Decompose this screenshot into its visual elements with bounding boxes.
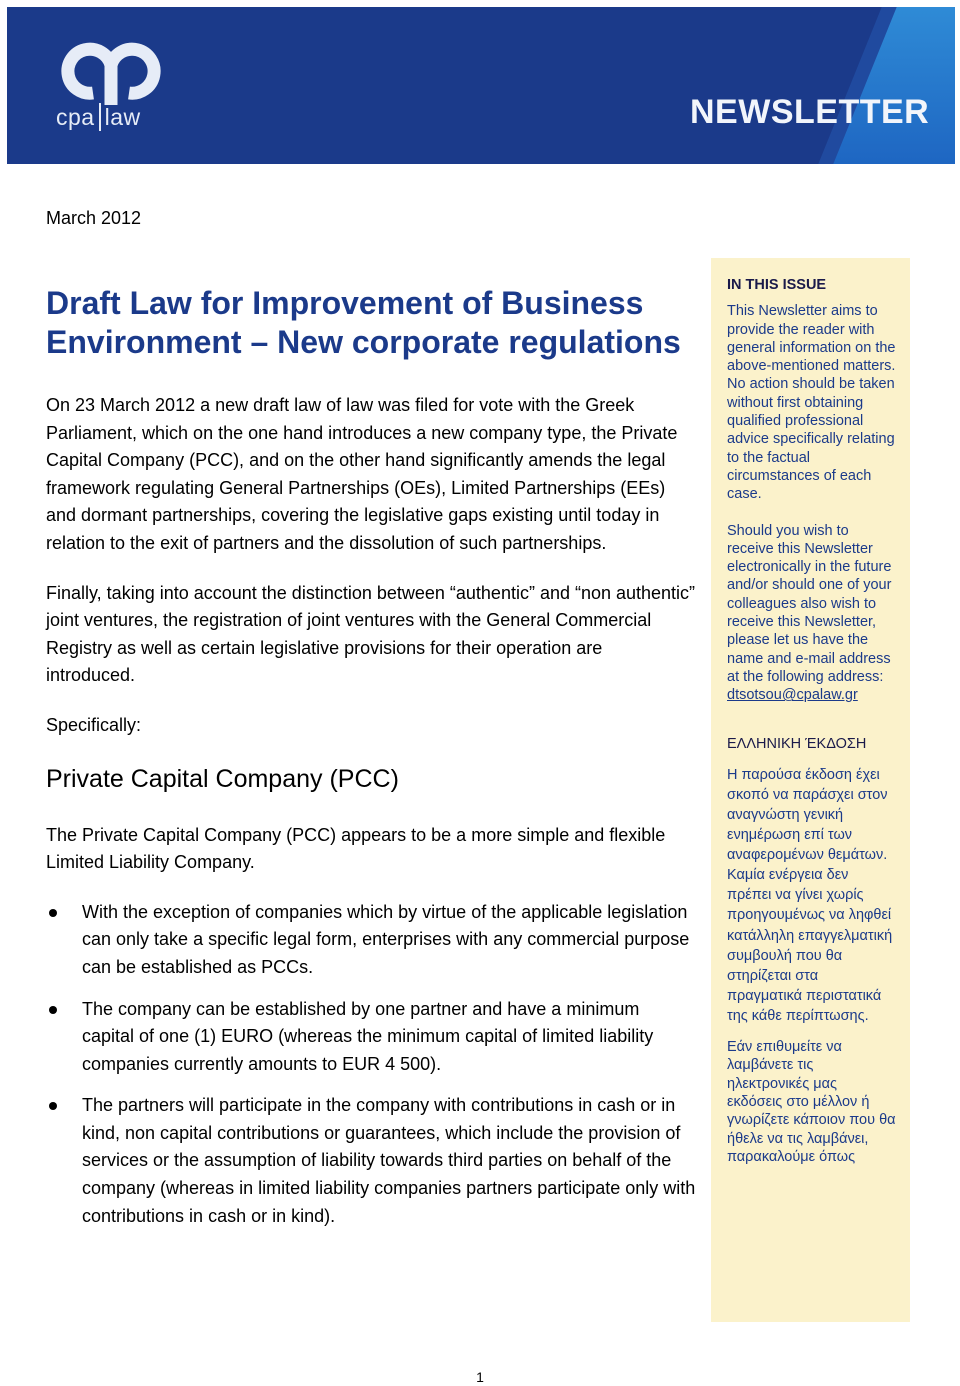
sidebar-intro: This Newsletter aims to provide the reader with general information on the above-mentioned matters. No action should be taken without first obtaining qualified professional advice specifically relating to the factual circumstances of each case. [727,303,896,503]
article-paragraph: Specifically: [46,714,142,735]
article-body [46,284,696,1244]
bullet-item [46,1092,696,1230]
email-link[interactable]: dtsotsou@cpalaw.gr [727,687,858,704]
bullet-item [46,996,696,1079]
sidebar-heading: IN THIS ISSUE [727,277,827,293]
page-number: 1 [476,1369,484,1385]
sidebar-subscribe-text: Should you wish to receive this Newsletter electronically in the future and/or should one of your colleagues also wish to receive this Newsletter, please let us have the name and e-mail address at the following address: [727,522,892,685]
bullet-icon [49,909,57,917]
section-intro: The Private Capital Company (PCC) appears to be a more simple and flexible Limited Liability Company. [46,824,666,873]
bullet-text: With the exception of companies which by virtue of the applicable legislation can only take a specific legal form, enterprises with any commercial purpose can be established as PCCs. [82,901,690,977]
section-heading: Private Capital Company (PCC) [46,764,399,793]
bullet-icon [49,1006,57,1014]
greek-subscribe: Εάν επιθυμείτε να λαμβάνετε τις ηλεκτρονικές μας εκδόσεις στο μέλλον ή γνωρίζετε κάποιον που θα ήθελε να τις λαμβάνει, παρακαλούμε όπως [727,1039,896,1165]
issue-date: March 2012 [46,208,142,228]
bullet-text: The partners will participate in the company with contributions in cash or in kind, non capital contributions or guarantees, which include the provision of services or the assumption of liability towards third parties on behalf of the company (whereas in limited liability companies partners participate only with contributions in cash or in kind). [82,1095,696,1226]
sidebar-subscribe [727,522,896,705]
logo-wordmark [56,103,141,131]
bullet-list [46,899,696,1231]
bullet-text: The company can be established by one partner and have a minimum capital of one (1) EURO (whereas the minimum capital of limited liability companies currently amounts to EUR 4 500). [82,998,654,1074]
logo-text-law: law [104,104,141,130]
greek-intro: Η παρούσα έκδοση έχει σκοπό να παράσχει στον αναγνώστη γενική ενημέρωση επί των αναφερομένων θεμάτων. Καμία ενέργεια δεν πρέπει να γίνει χωρίς προηγουμένως να ληφθεί κατάλληλη επαγγελματική συμβουλή που θα στηρίζεται στα πραγματικά περιστατικά της κάθε περίπτωσης. [727,766,893,1024]
logo-text-cpa: cpa [56,104,95,130]
bullet-icon [49,1102,57,1110]
bullet-item [46,899,696,982]
newsletter-wordmark: NEWSLETTER [690,93,930,131]
article-paragraph: On 23 March 2012 a new draft law of law was filed for vote with the Greek Parliament, which on the one hand introduces a new company type, the Private Capital Company (PCC), and on the other hand significantly amends the legal framework regulating General Partnerships (OEs), Limited Partnerships (EEs) and dormant partnerships, covering the legislative gaps existing until today in relation to the exit of partners and the dissolution of such partnerships. [46,395,678,553]
newsletter-header [7,7,955,164]
logo-divider [99,103,101,131]
article-paragraph: Finally, taking into account the distinction between “authentic” and “non authentic” joint ventures, the registration of joint ventures with the General Commercial Registry as well as certain legislative provisions for their operation are introduced. [46,582,696,686]
article-title: Draft Law for Improvement of Business Environment – New corporate regulations [46,285,681,360]
greek-edition-heading: ΕΛΛΗΝΙΚΗ ΈΚΔΟΣΗ [727,735,867,752]
in-this-issue-sidebar [711,258,910,1322]
